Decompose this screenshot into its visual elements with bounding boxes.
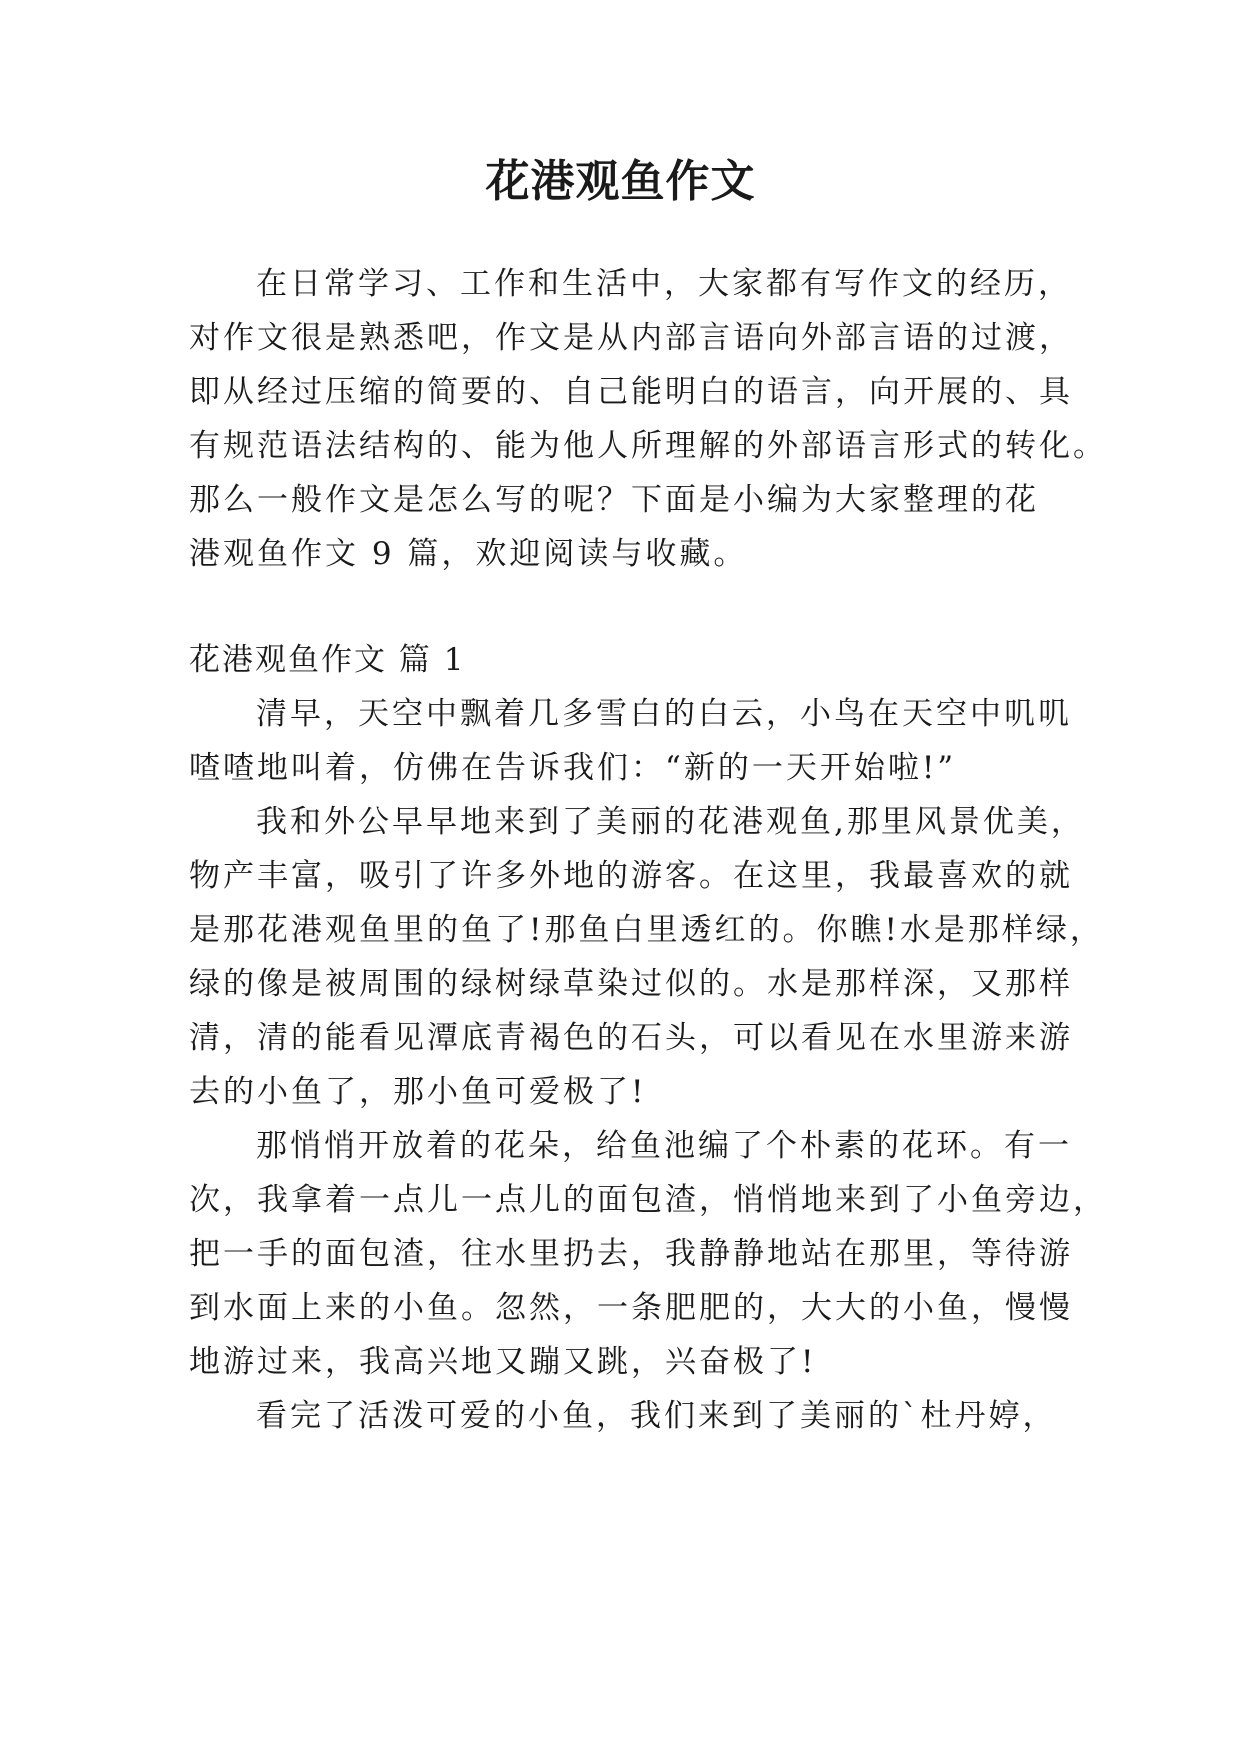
body-line-11: 把一手的面包渣，往水里扔去，我静静地站在那里，等待游	[189, 1236, 1073, 1272]
body-line-8: 去的小鱼了，那小鱼可爱极了!	[189, 1074, 647, 1110]
body-line-5: 是那花港观鱼里的鱼了!那鱼白里透红的。你瞧!水是那样绿，	[189, 912, 1104, 948]
intro-line-2: 对作文很是熟悉吧，作文是从内部言语向外部言语的过渡，	[189, 320, 1073, 356]
body-line-12: 到水面上来的小鱼。忽然，一条肥肥的，大大的小鱼，慢慢	[189, 1290, 1073, 1326]
body-line-14: 看完了活泼可爱的小鱼，我们来到了美丽的`杜丹婷，	[256, 1398, 1057, 1434]
body-line-9: 那悄悄开放着的花朵，给鱼池编了个朴素的花环。有一	[256, 1128, 1072, 1164]
intro-line-6: 港观鱼作文 9 篇，欢迎阅读与收藏。	[189, 536, 748, 572]
body-line-13: 地游过来，我高兴地又蹦又跳，兴奋极了!	[189, 1344, 817, 1380]
intro-line-5: 那么一般作文是怎么写的呢？下面是小编为大家整理的花	[189, 482, 1039, 518]
body-line-4: 物产丰富，吸引了许多外地的游客。在这里，我最喜欢的就	[189, 858, 1073, 894]
body-line-7: 清，清的能看见潭底青褐色的石头，可以看见在水里游来游	[189, 1020, 1073, 1056]
body-line-1: 清早，天空中飘着几多雪白的白云，小鸟在天空中叽叽	[256, 696, 1072, 732]
body-line-2: 喳喳地叫着，仿佛在告诉我们：“新的一天开始啦!”	[189, 750, 957, 786]
section-heading: 花港观鱼作文 篇 1	[189, 642, 466, 678]
document-title: 花港观鱼作文	[485, 156, 756, 207]
intro-line-3: 即从经过压缩的简要的、自己能明白的语言，向开展的、具	[189, 374, 1073, 410]
body-line-6: 绿的像是被周围的绿树绿草染过似的。水是那样深，又那样	[189, 966, 1073, 1002]
intro-line-1: 在日常学习、工作和生活中，大家都有写作文的经历，	[256, 266, 1072, 302]
intro-line-4: 有规范语法结构的、能为他人所理解的外部语言形式的转化。	[189, 428, 1107, 464]
body-line-3: 我和外公早早地来到了美丽的花港观鱼,那里风景优美，	[256, 804, 1085, 840]
body-line-10: 次，我拿着一点儿一点儿的面包渣，悄悄地来到了小鱼旁边，	[189, 1182, 1107, 1218]
